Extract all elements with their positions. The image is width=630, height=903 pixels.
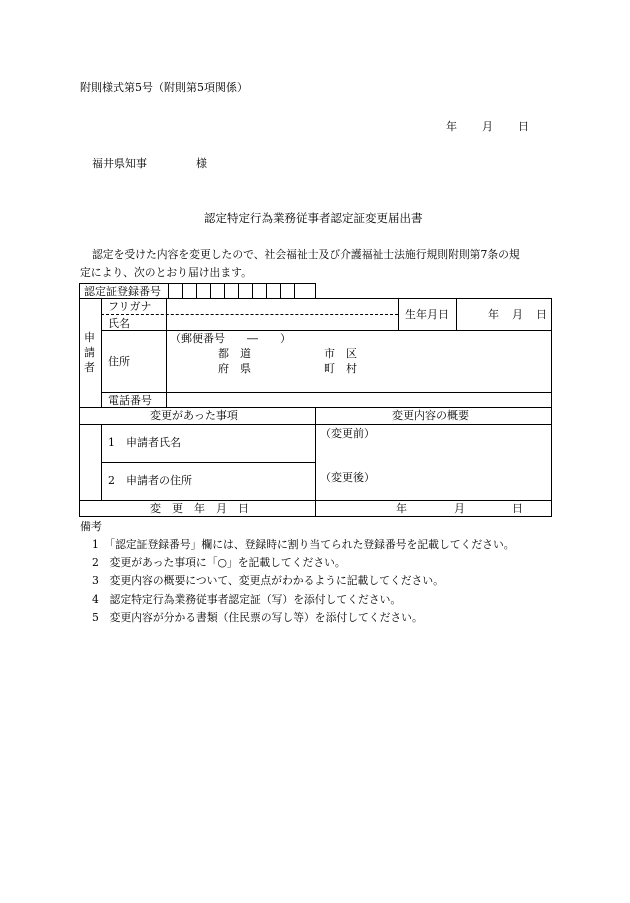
- note-item: 4 認定特定行為業務従事者認定証（写）を添付してください。: [92, 593, 402, 606]
- phone-label: 電話番号: [108, 394, 152, 407]
- note-item: 2 変更があった事項に「○」を記載してください。: [92, 556, 346, 569]
- prefecture-to-do: 都 道: [218, 347, 251, 360]
- note-item: 3 変更内容の概要について、変更点がわかるように記載してください。: [92, 574, 444, 587]
- registration-digit-box[interactable]: [252, 284, 266, 298]
- change-date-year: 年: [396, 502, 407, 515]
- notes-title: 備考: [80, 520, 102, 533]
- furigana-label: フリガナ: [108, 300, 152, 313]
- registration-digit-box[interactable]: [294, 284, 308, 298]
- birthdate-label: 生年月日: [405, 308, 449, 321]
- intro-line-2: 定により、次のとおり届け出ます。: [80, 266, 252, 279]
- registration-digit-box[interactable]: [210, 284, 224, 298]
- item-applicant-address: 2 申請者の住所: [108, 474, 192, 487]
- form-reference: 附則様式第5号（附則第5項関係）: [80, 81, 248, 94]
- address-label: 住所: [108, 355, 130, 368]
- registration-digit-box[interactable]: [266, 284, 280, 298]
- prefecture-fu-ken: 府 県: [218, 362, 251, 375]
- birthdate-month: 月: [512, 308, 523, 321]
- city-cho-son: 町 村: [324, 362, 357, 375]
- birthdate-day: 日: [536, 308, 547, 321]
- change-date-label: 変 更 年 月 日: [150, 502, 249, 515]
- change-date-month: 月: [454, 502, 465, 515]
- postal-code-field[interactable]: （郵便番号 ― ）: [170, 332, 291, 345]
- birthdate-year: 年: [488, 308, 499, 321]
- after-change-label: （変更後）: [320, 471, 375, 484]
- applicant-char: 者: [84, 361, 95, 374]
- changed-items-header: 変更があった事項: [150, 409, 238, 422]
- note-item: 5 変更内容が分かる書類（住民票の写し等）を添付してください。: [92, 611, 423, 624]
- date-day: 日: [518, 120, 529, 133]
- addressee-name: 福井県知事: [92, 157, 147, 170]
- intro-line-1: 認定を受けた内容を変更したので、社会福祉士及び介護福祉士法施行規則附則第7条の規: [92, 248, 520, 261]
- registration-digit-box[interactable]: [224, 284, 238, 298]
- document-title: 認定特定行為業務従事者認定証変更届出書: [204, 211, 423, 225]
- registration-digit-box[interactable]: [238, 284, 252, 298]
- registration-digit-box[interactable]: [182, 284, 196, 298]
- registration-digit-box[interactable]: [196, 284, 210, 298]
- name-label: 氏名: [108, 317, 130, 330]
- registration-number-label: 認定証登録番号: [84, 285, 161, 298]
- change-date-day: 日: [512, 502, 523, 515]
- addressee-honorific: 様: [196, 157, 207, 170]
- registration-digit-box[interactable]: [168, 284, 182, 298]
- applicant-char: 申: [84, 331, 95, 344]
- registration-digit-box[interactable]: [280, 284, 294, 298]
- summary-header: 変更内容の概要: [392, 409, 469, 422]
- date-month: 月: [482, 120, 493, 133]
- applicant-char: 請: [84, 346, 95, 359]
- date-year: 年: [446, 120, 457, 133]
- item-applicant-name: 1 申請者氏名: [108, 436, 181, 449]
- city-shi-ku: 市 区: [324, 347, 357, 360]
- note-item: 1 「認定証登録番号」欄には、登録時に割り当てられた登録番号を記載してください。: [92, 538, 515, 551]
- before-change-label: （変更前）: [320, 427, 375, 440]
